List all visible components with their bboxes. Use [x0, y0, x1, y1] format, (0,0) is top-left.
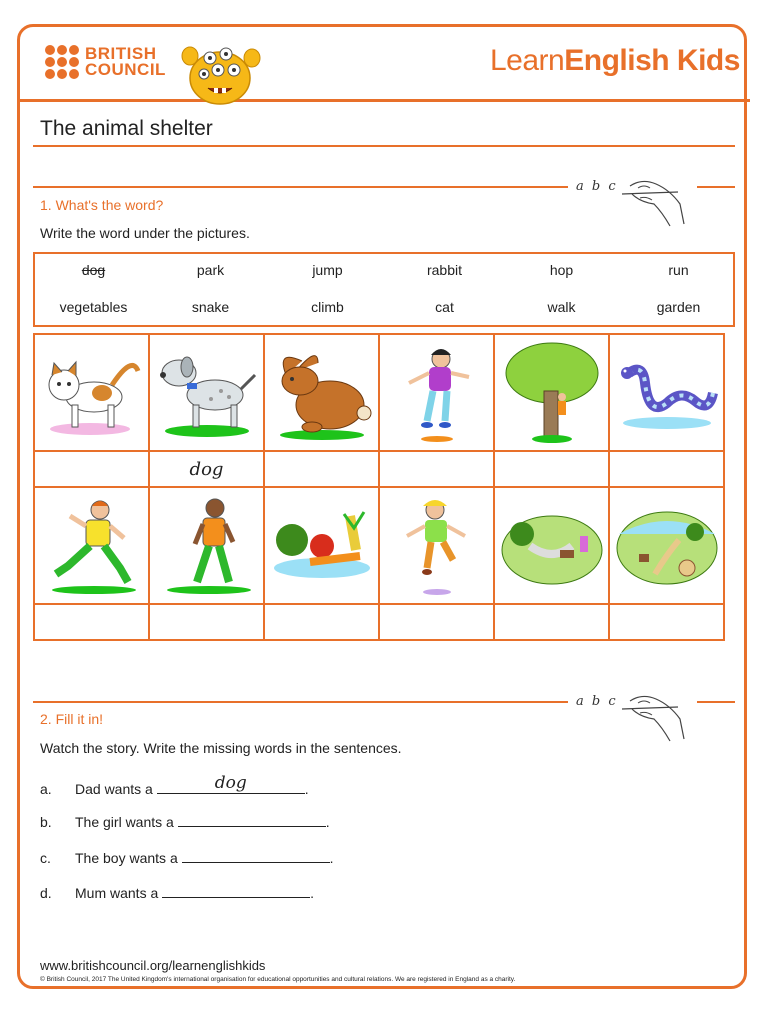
boy-walking-icon: [157, 496, 257, 596]
sentence-text: Mum wants a: [75, 885, 159, 901]
sentence-d: [40, 881, 314, 901]
site-name-end: Kids: [669, 44, 740, 77]
word-bank-item: hop: [549, 262, 574, 278]
picture-cell-boy-walking: [149, 487, 264, 604]
section1-heading: 1. What's the word?: [40, 197, 164, 213]
british-council-logo: [45, 45, 166, 79]
girl-jumping-icon: [397, 343, 477, 443]
word-bank-item: cat: [435, 299, 454, 315]
answer-cell[interactable]: [494, 604, 609, 640]
vegetables-icon: [270, 506, 374, 586]
boy-running-icon: [42, 496, 142, 596]
picture-cell-rabbit: [264, 334, 379, 451]
header-divider: [17, 99, 750, 102]
answer-blank[interactable]: [162, 881, 310, 898]
sentence-b: [40, 810, 330, 830]
section2-rule-left: [33, 701, 568, 703]
learnenglish-kids-logo: [490, 44, 740, 78]
word-bank: [33, 252, 735, 327]
word-bank-item: rabbit: [426, 262, 463, 278]
brand-line1: BRITISH: [85, 44, 157, 63]
section1-rule-left: [33, 186, 568, 188]
snake-icon: [615, 353, 719, 433]
page-title: The animal shelter: [40, 117, 213, 140]
sentence-text: The boy wants a: [75, 850, 178, 866]
picture-cell-dog: [149, 334, 264, 451]
footer-copyright: © British Council, 2017 The United Kingdom's international organisation for educational opportunities and cultural relations. We are registered in England as a charity.: [40, 976, 516, 983]
picture-cell-cat: [34, 334, 149, 451]
picture-cell-boy-running: [34, 487, 149, 604]
word-bank-item: run: [668, 262, 689, 278]
answer-cell[interactable]: [379, 604, 494, 640]
picture-grid: [33, 333, 725, 641]
answer-blank[interactable]: [178, 810, 326, 827]
section1-rule-right: [697, 186, 735, 188]
sentence-letter: b.: [40, 814, 52, 830]
word-bank-item: walk: [547, 299, 576, 315]
logo-dots-icon: [45, 45, 79, 79]
picture-cell-park: [494, 487, 609, 604]
word-bank-item: park: [196, 262, 225, 278]
answer-cell[interactable]: [609, 451, 724, 487]
sentence-end: .: [329, 850, 334, 866]
cat-icon: [42, 345, 142, 440]
sentence-end: .: [325, 814, 330, 830]
answer-cell[interactable]: [149, 451, 264, 487]
picture-cell-girl-hopping: [379, 487, 494, 604]
answer-cell[interactable]: [609, 604, 724, 640]
sentence-letter: a.: [40, 781, 52, 797]
writing-hand-icon: [618, 687, 688, 745]
section1-abc: a b c: [576, 179, 618, 194]
site-name-light: Learn: [490, 44, 565, 77]
sentence-letter: d.: [40, 885, 52, 901]
brand-line2: COUNCIL: [85, 60, 166, 79]
sentence-c: [40, 846, 334, 866]
picture-cell-vegetables: [264, 487, 379, 604]
answer-cell[interactable]: [34, 604, 149, 640]
answer-blank[interactable]: [182, 846, 330, 863]
section2-heading: 2. Fill it in!: [40, 711, 104, 727]
writing-hand-icon: [618, 172, 688, 230]
sentence-a: [40, 773, 309, 797]
site-name-bold: English: [564, 44, 670, 77]
sentence-end: .: [304, 781, 309, 797]
word-bank-item: vegetables: [59, 299, 128, 315]
picture-cell-snake: [609, 334, 724, 451]
answer-text: dog: [214, 773, 247, 793]
picture-cell-boy-climbing-tree: [494, 334, 609, 451]
dog-icon: [157, 345, 257, 440]
answer-cell[interactable]: [149, 604, 264, 640]
answer-blank[interactable]: [157, 773, 305, 794]
park-icon: [500, 506, 604, 586]
answer-cell[interactable]: [264, 604, 379, 640]
answer-text: dog: [189, 458, 224, 480]
section2-abc: a b c: [576, 694, 618, 709]
word-bank-item: jump: [312, 262, 343, 278]
answer-cell[interactable]: [34, 451, 149, 487]
girl-hopping-icon: [397, 496, 477, 596]
word-bank-item: snake: [191, 299, 230, 315]
section2-instruction: Watch the story. Write the missing words in the sentences.: [40, 740, 402, 756]
word-bank-item: garden: [656, 299, 701, 315]
garden-icon: [615, 504, 719, 588]
section1-instruction: Write the word under the pictures.: [40, 225, 250, 241]
sentence-end: .: [310, 885, 315, 901]
sentence-letter: c.: [40, 850, 51, 866]
footer-url[interactable]: www.britishcouncil.org/learnenglishkids: [40, 958, 266, 973]
answer-cell[interactable]: [494, 451, 609, 487]
monster-mascot-icon: [178, 36, 262, 108]
sentence-text: Dad wants a: [75, 781, 153, 797]
rabbit-icon: [272, 343, 372, 443]
word-bank-item: climb: [311, 299, 344, 315]
tree-climbing-icon: [500, 341, 604, 445]
sentence-text: The girl wants a: [75, 814, 174, 830]
picture-cell-garden: [609, 487, 724, 604]
word-bank-item: dog: [81, 262, 106, 278]
section2-rule-right: [697, 701, 735, 703]
title-underline: [33, 145, 735, 147]
answer-cell[interactable]: [379, 451, 494, 487]
answer-cell[interactable]: [264, 451, 379, 487]
picture-cell-girl-jumping: [379, 334, 494, 451]
